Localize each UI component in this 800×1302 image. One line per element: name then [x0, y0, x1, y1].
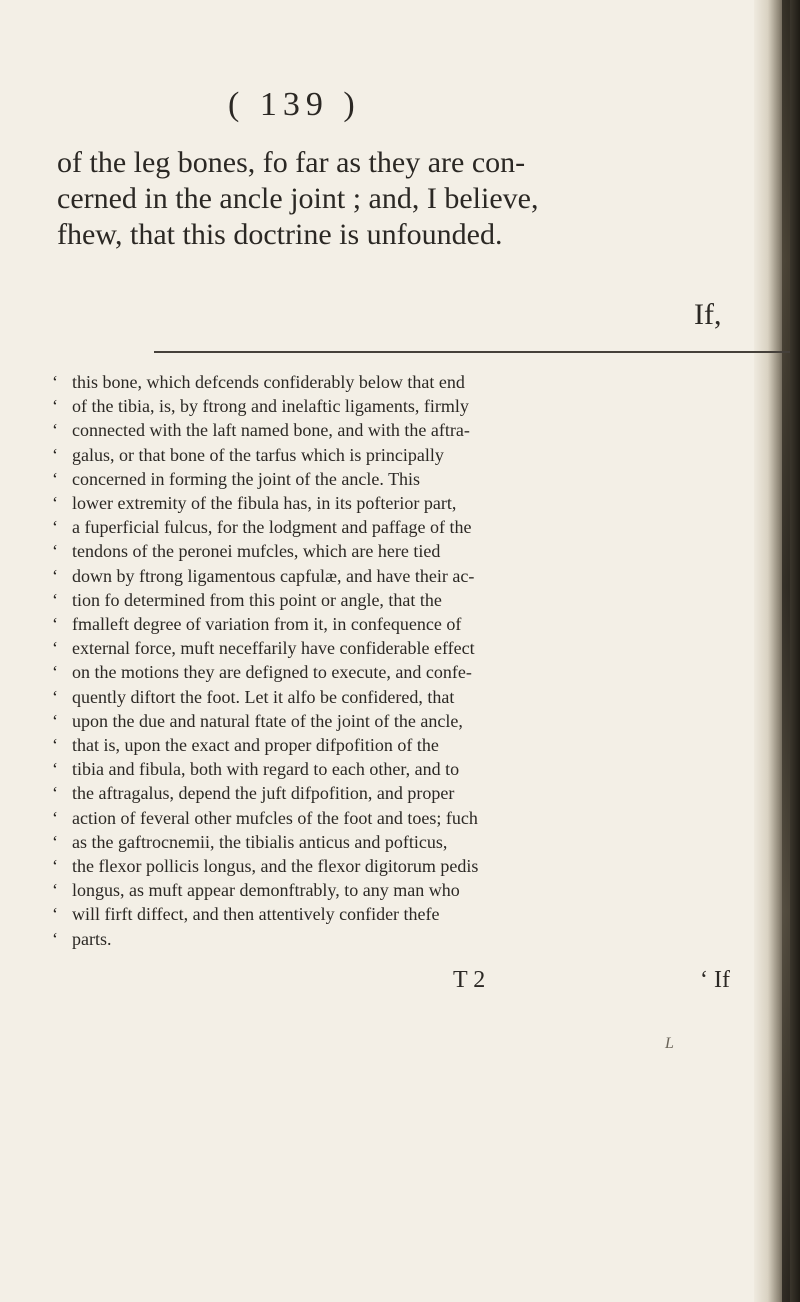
- book-binding: [782, 0, 790, 1302]
- footnote-line-text: upon the due and natural ftate of the joint of the ancle,: [72, 710, 463, 731]
- footnote-line: [52, 733, 752, 757]
- quote-mark: ‘: [52, 493, 58, 514]
- footnote-line-text: connected with the laft named bone, and with the aftra-: [72, 420, 470, 441]
- footnote-line: [52, 491, 752, 515]
- footnote-line-text: tendons of the peronei mufcles, which are here tied: [72, 541, 441, 562]
- quote-mark: ‘: [52, 420, 58, 441]
- handwritten-mark: L: [665, 1035, 674, 1052]
- footnote-line-text: tibia and fibula, both with regard to each other, and to: [72, 759, 460, 780]
- footnote-rule: [154, 351, 790, 353]
- footnote-line: [52, 370, 752, 394]
- footnote-line-text: as the gaftrocnemii, the tibialis anticus and pofticus,: [72, 831, 448, 852]
- footnote-line: [52, 878, 752, 902]
- footnote-line: [52, 539, 752, 563]
- quote-mark: ‘: [52, 807, 58, 828]
- page-number: ( 139 ): [228, 86, 361, 123]
- footnote-line: [52, 443, 752, 467]
- footnote-line: [52, 467, 752, 491]
- footnote-line-text: of the tibia, is, by ftrong and inelaftic ligaments, firmly: [72, 396, 469, 417]
- book-spine-shadow: [754, 0, 800, 1302]
- footnote-line: [52, 660, 752, 684]
- footnote-line: [52, 418, 752, 442]
- quote-mark: ‘: [52, 783, 58, 804]
- signature-mark: T 2: [453, 967, 486, 993]
- footnote-line: [52, 636, 752, 660]
- footnote-line-text: that is, upon the exact and proper difpofition of the: [72, 735, 439, 756]
- footnote-line: [52, 757, 752, 781]
- footnote-line-text: will firft diffect, and then attentively confider thefe: [72, 904, 440, 925]
- footnote-line-text: on the motions they are defigned to execute, and confe-: [72, 662, 472, 683]
- footnote-line-text: the aftragalus, depend the juft difpofition, and proper: [72, 783, 455, 804]
- footnote-line: [52, 515, 752, 539]
- quote-mark: ‘: [52, 468, 58, 489]
- quote-mark: ‘: [52, 759, 58, 780]
- footnote-line: [52, 830, 752, 854]
- quote-mark: ‘: [52, 831, 58, 852]
- catchword-bottom: ‘ If: [700, 967, 730, 993]
- main-text: [57, 145, 747, 253]
- footnote-line-text: quently diftort the foot. Let it alfo be confidered, that: [72, 686, 455, 707]
- quote-mark: ‘: [52, 686, 58, 707]
- quote-mark: ‘: [52, 735, 58, 756]
- footnote-line-text: external force, muft neceffarily have confiderable effect: [72, 638, 475, 659]
- footnote-line: [52, 806, 752, 830]
- footnote-line-text: lower extremity of the fibula has, in its pofterior part,: [72, 493, 457, 514]
- footnote-line-text: tion fo determined from this point or angle, that the: [72, 589, 442, 610]
- quote-mark: ‘: [52, 396, 58, 417]
- quote-mark: ‘: [52, 662, 58, 683]
- footnote-line: [52, 854, 752, 878]
- footnote-line: [52, 564, 752, 588]
- quote-mark: ‘: [52, 517, 58, 538]
- footnote-line-text: concerned in forming the joint of the ancle. This: [72, 468, 421, 489]
- footnote-line: [52, 902, 752, 926]
- footnote-line: [52, 612, 752, 636]
- footnote-line-text: a fuperficial fulcus, for the lodgment and paffage of the: [72, 517, 472, 538]
- footnote-line: [52, 685, 752, 709]
- main-text-line: cerned in the ancle joint ; and, I believe,: [57, 182, 539, 215]
- quote-mark: ‘: [52, 638, 58, 659]
- quote-mark: ‘: [52, 372, 58, 392]
- quote-mark: ‘: [52, 589, 58, 610]
- footnote-line: [52, 927, 752, 951]
- footnote-line: [52, 394, 752, 418]
- quote-mark: ‘: [52, 565, 58, 586]
- footnote-line-text: action of feveral other mufcles of the foot and toes; fuch: [72, 807, 478, 828]
- footnote-line-text: down by ftrong ligamentous capfulæ, and have their ac-: [72, 565, 475, 586]
- quote-mark: ‘: [52, 856, 58, 877]
- quote-mark: ‘: [52, 444, 58, 465]
- footnote-line-text: this bone, which defcends confiderably below that end: [72, 372, 465, 392]
- footnote-line-text: the flexor pollicis longus, and the flexor digitorum pedis: [72, 856, 479, 877]
- quote-mark: ‘: [52, 880, 58, 901]
- footnote-line-text: longus, as muft appear demonftrably, to any man who: [72, 880, 460, 901]
- quote-mark: ‘: [52, 614, 58, 635]
- footnote: [52, 370, 752, 951]
- main-text-line: fhew, that this doctrine is unfounded.: [57, 218, 503, 251]
- footnote-line-text: fmalleft degree of variation from it, in confequence of: [72, 614, 462, 635]
- quote-mark: ‘: [52, 928, 58, 949]
- footnote-line: [52, 709, 752, 733]
- catchword-top: If,: [694, 298, 722, 331]
- quote-mark: ‘: [52, 904, 58, 925]
- quote-mark: ‘: [52, 710, 58, 731]
- footnote-line-text: galus, or that bone of the tarfus which is principally: [72, 444, 444, 465]
- footnote-line: [52, 588, 752, 612]
- footnote-line-text: parts.: [72, 928, 112, 949]
- footnote-line: [52, 781, 752, 805]
- main-text-line: of the leg bones, fo far as they are con-: [57, 146, 526, 179]
- quote-mark: ‘: [52, 541, 58, 562]
